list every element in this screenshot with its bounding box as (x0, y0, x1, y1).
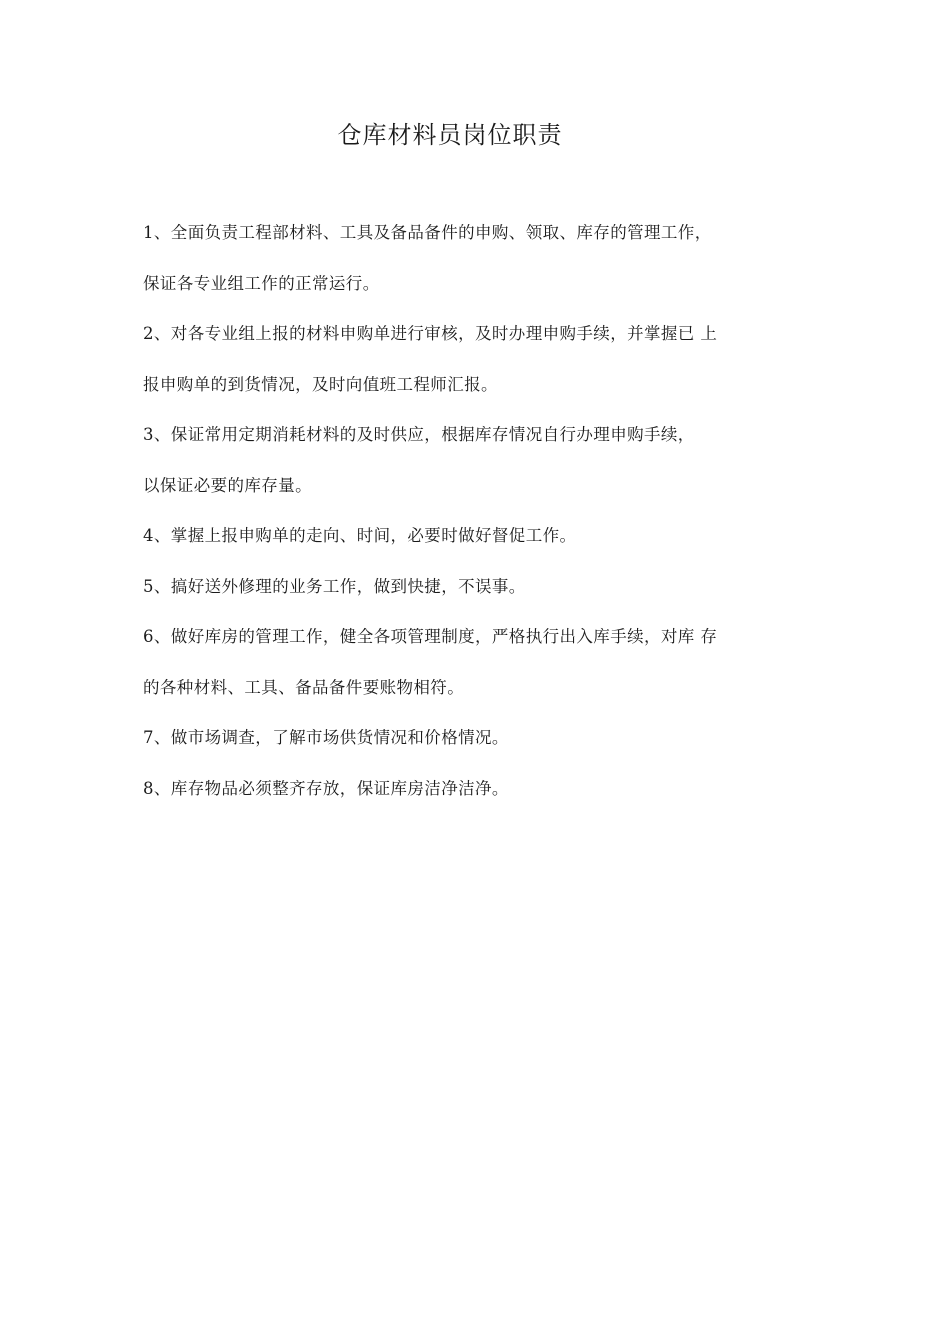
text-line: 5、搞好送外修理的业务工作，做到快捷，不误事。 (143, 576, 526, 596)
duties-list (143, 213, 783, 819)
text-line: 2、对各专业组上报的材料申购单进行审核，及时办理申购手续，并掌握已 上 (143, 324, 718, 343)
text-line: 的各种材料、工具、备品备件要账物相符。 (143, 677, 465, 697)
text-line: 保证各专业组工作的正常运行。 (143, 273, 380, 293)
text-line: 以保证必要的库存量。 (143, 475, 312, 495)
text-line: 1、全面负责工程部材料、工具及备品备件的申购、领取、库存的管理工作， (143, 223, 712, 242)
text-line: 6、做好库房的管理工作，健全各项管理制度，严格执行出入库手续，对库 存 (143, 627, 718, 646)
text-line: 3、保证常用定期消耗材料的及时供应，根据库存情况自行办理申购手续， (143, 425, 695, 444)
text-line: 4、掌握上报申购单的走向、时间，必要时做好督促工作。 (143, 526, 577, 545)
text-line: 8、库存物品必须整齐存放，保证库房洁净洁净。 (143, 778, 509, 798)
document-title: 仓库材料员岗位职责 (337, 121, 563, 149)
text-line: 7、做市场调查，了解市场供货情况和价格情况。 (143, 728, 509, 747)
text-line: 报申购单的到货情况，及时向值班工程师汇报。 (143, 374, 498, 394)
